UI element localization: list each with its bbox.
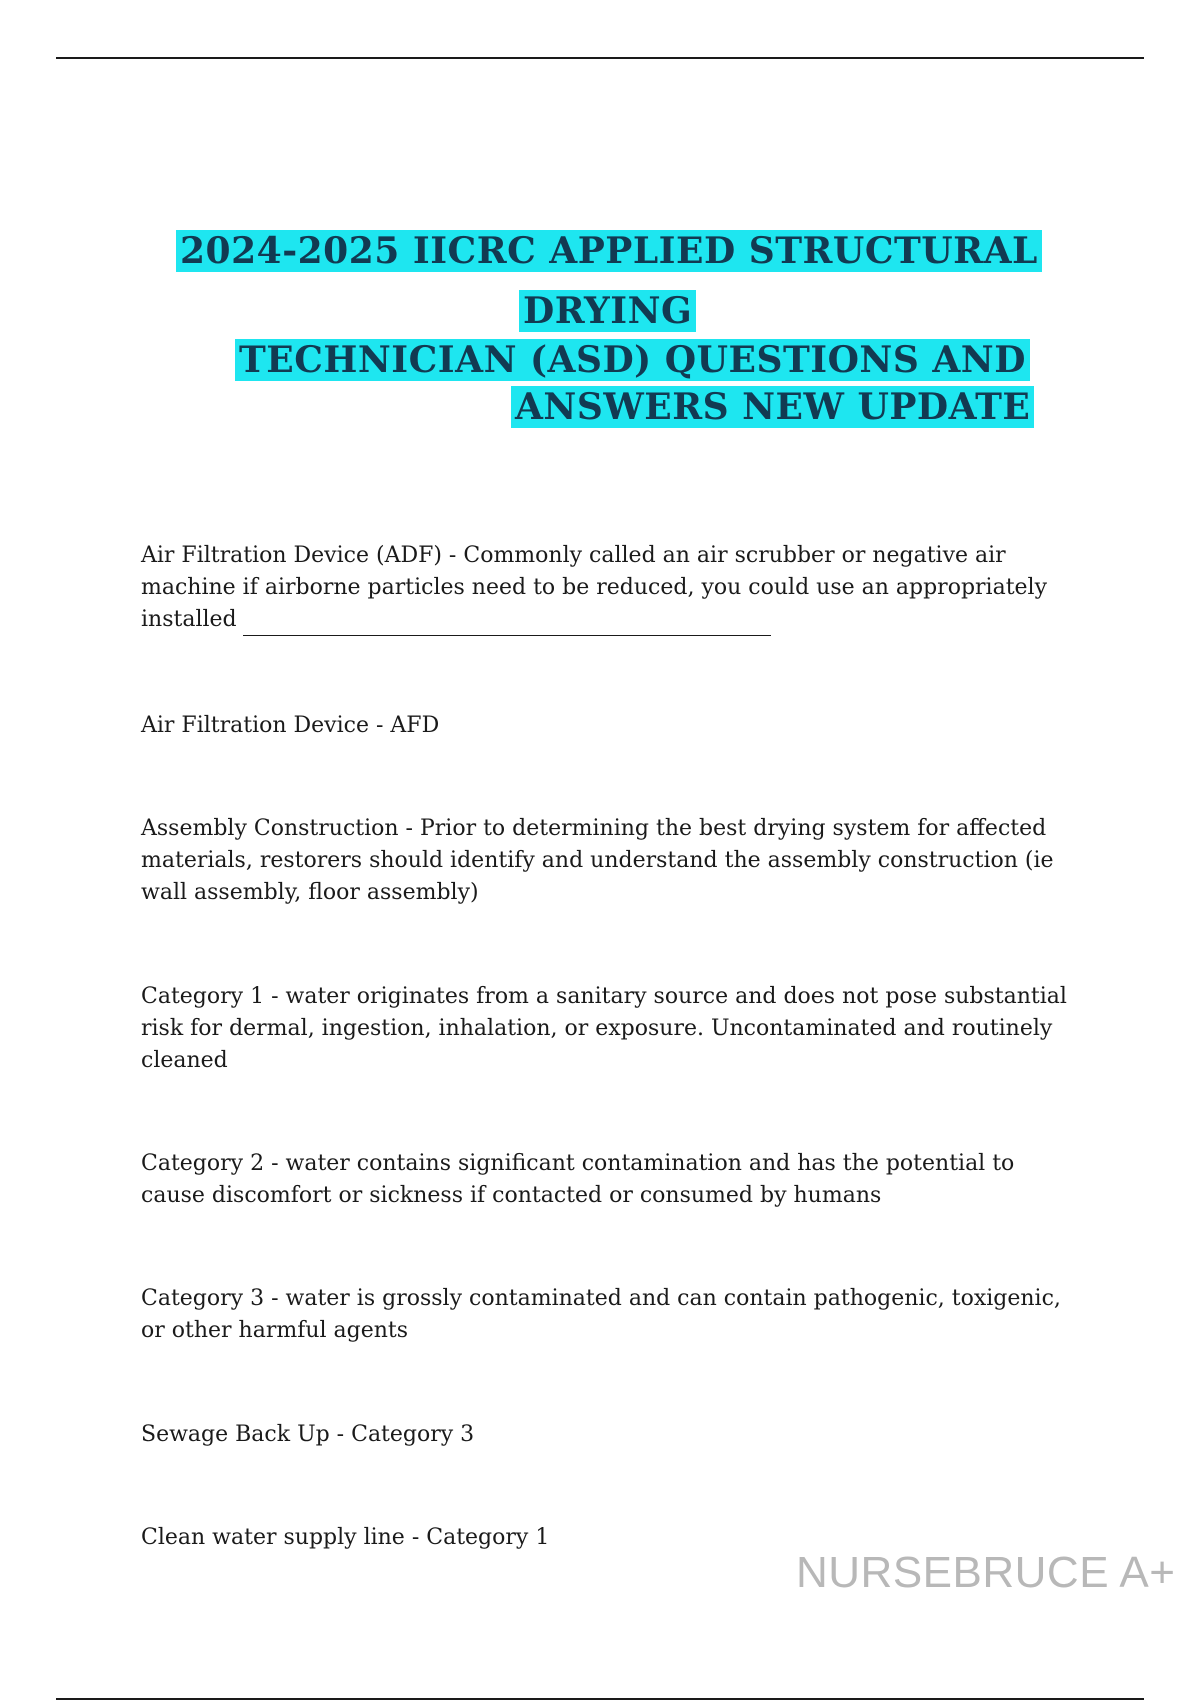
qa-entry-air-filtration-device: Air Filtration Device (ADF) - Commonly called an air scrubber or negative air machine if airborne particles need to be reduced, you could use an appropriately installed (141, 540, 1071, 636)
answer-blank (243, 613, 771, 636)
qa-entry-assembly-construction: Assembly Construction - Prior to determining the best drying system for affected materials, restorers should identify and understand the assembly construction (ie wall assembly, floor assembly) (141, 816, 1054, 905)
title-line-3: TECHNICIAN (ASD) QUESTIONS AND (235, 337, 1030, 383)
qa-entry-category-2: Category 2 - water contains significant contamination and has the potential to cause discomfort or sickness if contacted or consumed by humans (141, 1151, 1015, 1208)
qa-entry-category-3: Category 3 - water is grossly contaminated and can contain pathogenic, toxigenic, or other harmful agents (141, 1286, 1061, 1343)
title-line-1: 2024-2025 IICRC APPLIED STRUCTURAL (176, 228, 1042, 274)
qa-entry-category-1: Category 1 - water originates from a sanitary source and does not pose substantial risk for dermal, ingestion, inhalation, or exposure. Uncontaminated and routinely cleaned (141, 984, 1067, 1073)
watermark: NURSEBRUCE A+ (796, 1548, 1176, 1597)
qa-entry-afd: Air Filtration Device - AFD (141, 713, 440, 738)
qa-entry-sewage-back-up: Sewage Back Up - Category 3 (141, 1422, 475, 1447)
title-line-4: ANSWERS NEW UPDATE (511, 384, 1034, 430)
title-line-2: DRYING (519, 288, 696, 334)
top-divider (56, 57, 1144, 59)
qa-entry-clean-water-supply-line: Clean water supply line - Category 1 (141, 1525, 550, 1550)
